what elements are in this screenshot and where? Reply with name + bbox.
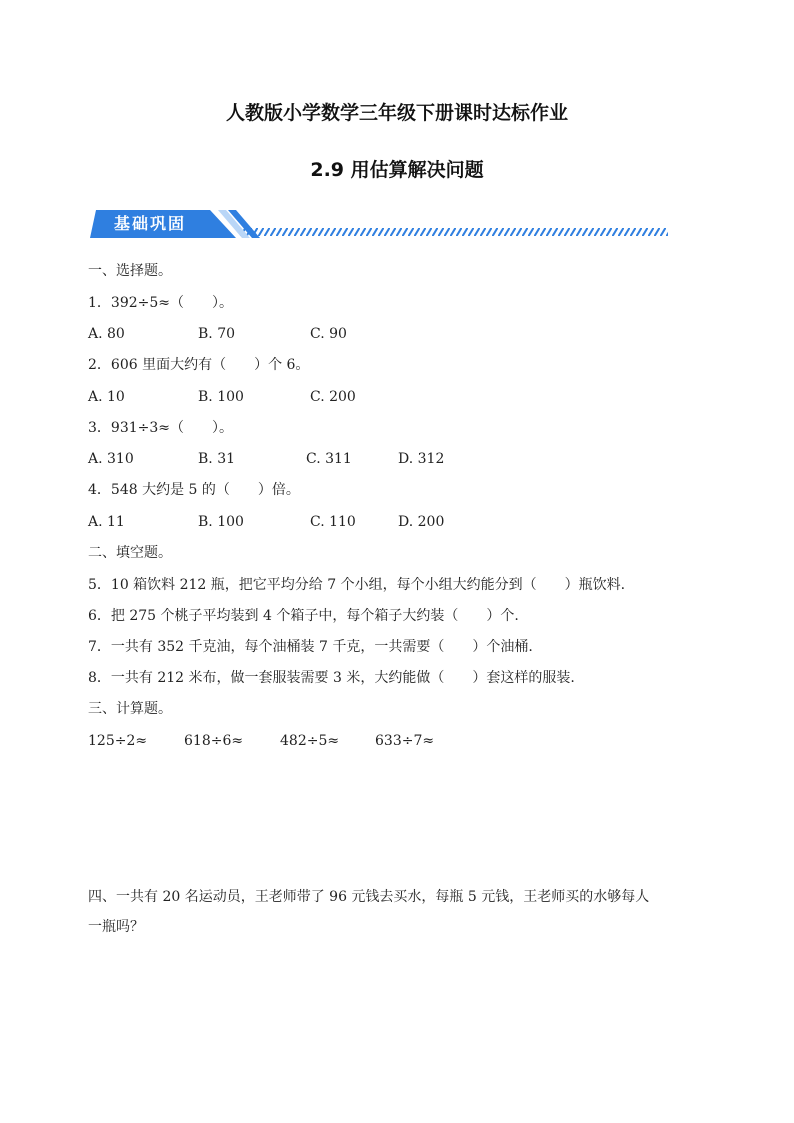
word-problem-continued: 一瓶吗？ xyxy=(88,919,144,935)
question-4-option-b: B. 100 xyxy=(198,514,244,530)
question-3-option-b: B. 31 xyxy=(198,451,236,467)
question-4-option-a: A. 11 xyxy=(88,514,125,530)
question-2-option-c: C. 200 xyxy=(310,389,356,405)
question-1-option-c: C. 90 xyxy=(310,326,347,342)
question-1-option-a: A. 80 xyxy=(88,326,125,342)
question-3-option-a: A. 310 xyxy=(88,451,134,467)
calc-item-3: 482÷5≈ xyxy=(280,733,340,749)
question-2-option-a: A. 10 xyxy=(88,389,125,405)
question-stem-2: 2．606 里面大约有（ ）个 6。 xyxy=(88,357,310,373)
question-stem-1: 1．392÷5≈（ ）。 xyxy=(88,295,233,311)
question-4-option-c: C. 110 xyxy=(310,514,356,530)
banner-label: 基础巩固 xyxy=(113,214,186,233)
fill-question-8: 8．一共有 212 米布，做一套服装需要 3 米，大约能做（ ）套这样的服装. xyxy=(88,670,575,686)
section-heading-calc: 三、计算题。 xyxy=(88,701,172,717)
calc-item-2: 618÷6≈ xyxy=(184,733,244,749)
section-banner xyxy=(90,207,670,241)
section-heading-choice: 一、选择题。 xyxy=(88,263,172,279)
page-title: 人教版小学数学三年级下册课时达标作业 xyxy=(225,102,568,124)
page-subtitle: 2.9 用估算解决问题 xyxy=(310,159,484,181)
question-stem-4: 4．548 大约是 5 的（ ）倍。 xyxy=(88,482,300,498)
question-1-option-b: B. 70 xyxy=(198,326,236,342)
calc-item-1: 125÷2≈ xyxy=(88,733,148,749)
fill-question-6: 6．把 275 个桃子平均装到 4 个箱子中，每个箱子大约装（ ）个. xyxy=(88,608,519,624)
banner-stripe-line xyxy=(240,228,668,236)
section-heading-fill: 二、填空题。 xyxy=(88,545,172,561)
question-3-option-c: C. 311 xyxy=(306,451,352,467)
fill-question-5: 5．10 箱饮料 212 瓶，把它平均分给 7 个小组，每个小组大约能分到（ ）瓶饮料. xyxy=(88,577,626,593)
question-stem-3: 3．931÷3≈（ ）。 xyxy=(88,420,233,436)
question-2-option-b: B. 100 xyxy=(198,389,244,405)
word-problem: 四、一共有 20 名运动员，王老师带了 96 元钱去买水，每瓶 5 元钱，王老师买的水够每人 xyxy=(88,889,650,905)
question-3-option-d: D. 312 xyxy=(398,451,445,467)
calc-item-4: 633÷7≈ xyxy=(375,733,435,749)
fill-question-7: 7．一共有 352 千克油，每个油桶装 7 千克，一共需要（ ）个油桶. xyxy=(88,639,533,655)
question-4-option-d: D. 200 xyxy=(398,514,445,530)
